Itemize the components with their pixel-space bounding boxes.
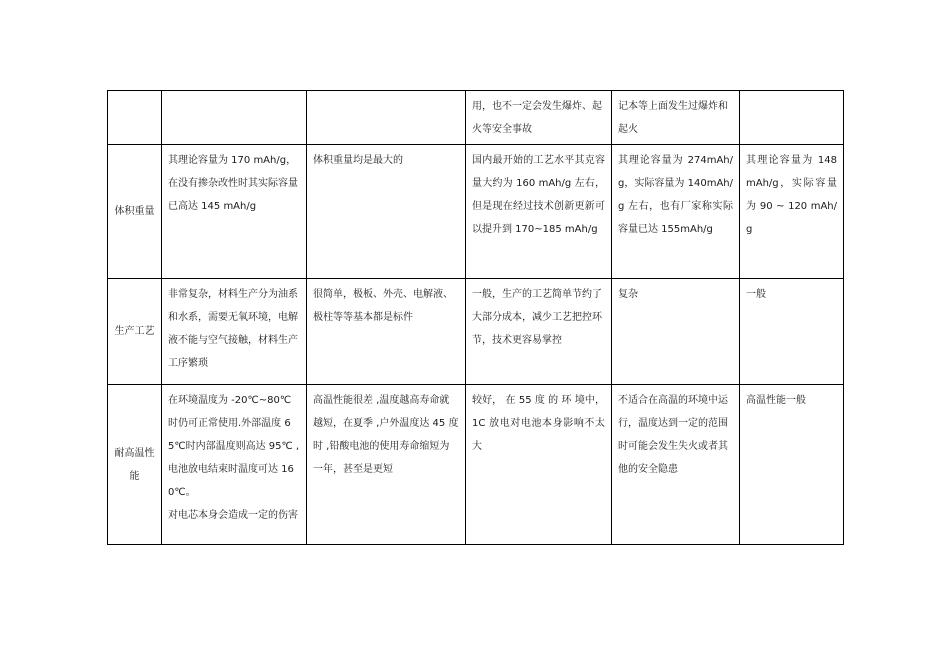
table-cell: 其理论容量为 148 mAh/g，实际容量为 90 ~ 120 mAh/g — [740, 145, 844, 279]
table-cell: 很简单，极板、外壳、电解液、极柱等等基本都是标件 — [307, 279, 466, 385]
table-cell — [740, 91, 844, 145]
table-cell: 复杂 — [612, 279, 740, 385]
table-cell — [307, 91, 466, 145]
table-cell: 其理论容量为 170 mAh/g，在没有掺杂改性时其实际容量已高达 145 mAh/g — [162, 145, 307, 279]
table-row — [108, 91, 844, 145]
table-cell: 高温性能一般 — [740, 385, 844, 545]
table-cell: 体积重量均是最大的 — [307, 145, 466, 279]
row-label: 耐高温性能 — [108, 385, 162, 545]
table-cell: 用，也不一定会发生爆炸、起火等安全事故 — [466, 91, 612, 145]
comparison-table — [107, 90, 844, 545]
table-cell: 高温性能很差 ,温度越高寿命就越短，在夏季 ,户外温度达 45 度时 ,铅酸电池的使用寿命缩短为一年，甚至是更短 — [307, 385, 466, 545]
table-cell: 其理论容量为 274mAh/g，实际容量为 140mAh/g 左右，也有厂家称实际容量已达 155mAh/g — [612, 145, 740, 279]
row-label — [108, 91, 162, 145]
table-cell: 一般 — [740, 279, 844, 385]
table-row — [108, 145, 844, 279]
table-row — [108, 385, 844, 545]
row-label: 体积重量 — [108, 145, 162, 279]
table-cell: 较好， 在 55 度 的 环 境中，1C 放电对电池本身影响不太大 — [466, 385, 612, 545]
table-cell: 非常复杂，材料生产分为油系和水系，需要无氧环境，电解液不能与空气接触，材料生产工序繁琐 — [162, 279, 307, 385]
table-cell: 一般，生产的工艺简单节约了大部分成本，减少工艺把控环节，技术更容易掌控 — [466, 279, 612, 385]
table-cell: 不适合在高温的环境中运行，温度达到一定的范围时可能会发生失火或者其他的安全隐患 — [612, 385, 740, 545]
table-cell: 记本等上面发生过爆炸和起火 — [612, 91, 740, 145]
table-row — [108, 279, 844, 385]
row-label: 生产工艺 — [108, 279, 162, 385]
table-cell: 在环境温度为 -20℃~80℃时仍可正常使用.外部温度 65℃时内部温度则高达 95℃ ,电池放电结束时温度可达 160℃。 对电芯本身会造成一定的伤害 — [162, 385, 307, 545]
table-cell — [162, 91, 307, 145]
table-cell: 国内最开始的工艺水平其克容量大约为 160 mAh/g 左右，但是现在经过技术创新更新可以提升到 170~185 mAh/g — [466, 145, 612, 279]
